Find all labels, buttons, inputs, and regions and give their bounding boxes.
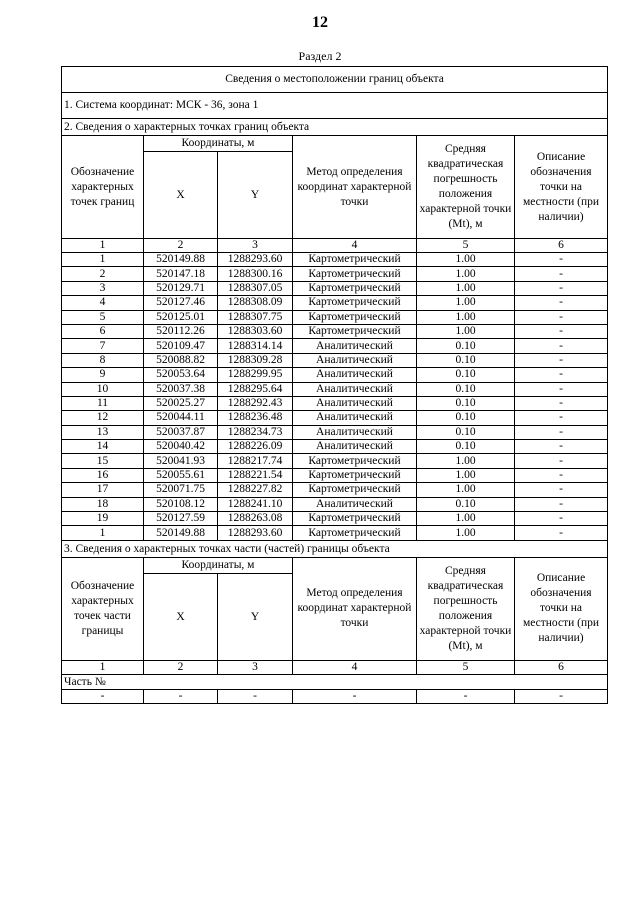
header-part-points: Обозначение характерных точек части границы — [62, 557, 144, 660]
point-id: 17 — [62, 483, 144, 497]
section3-title: 3. Сведения о характерных точках части (частей) границы объекта — [62, 540, 608, 557]
point-id: 19 — [62, 512, 144, 526]
point-id: 18 — [62, 497, 144, 511]
description: - — [515, 440, 608, 454]
x-coordinate: 520041.93 — [144, 454, 218, 468]
x-coordinate: 520127.46 — [144, 296, 218, 310]
point-id: 4 — [62, 296, 144, 310]
error-value: 0.10 — [417, 396, 515, 410]
table-row — [62, 353, 608, 367]
column-number: 3 — [218, 239, 293, 253]
table-row — [62, 526, 608, 540]
x-coordinate: 520037.87 — [144, 425, 218, 439]
column-number: 5 — [417, 239, 515, 253]
method: Картометрический — [293, 454, 417, 468]
y-coordinate: 1288217.74 — [218, 454, 293, 468]
x-coordinate: 520040.42 — [144, 440, 218, 454]
header-y: Y — [218, 573, 293, 660]
part-cell: - — [62, 689, 144, 703]
method: Аналитический — [293, 411, 417, 425]
column-number: 2 — [144, 660, 218, 674]
x-coordinate: 520055.61 — [144, 468, 218, 482]
y-coordinate: 1288221.54 — [218, 468, 293, 482]
error-value: 1.00 — [417, 526, 515, 540]
x-coordinate: 520025.27 — [144, 396, 218, 410]
column-numbers-row — [62, 239, 608, 253]
method: Аналитический — [293, 425, 417, 439]
table-row — [62, 339, 608, 353]
y-coordinate: 1288303.60 — [218, 324, 293, 338]
table-row — [62, 454, 608, 468]
table-row — [62, 512, 608, 526]
description: - — [515, 483, 608, 497]
header-coordinates: Координаты, м — [144, 557, 293, 573]
x-coordinate: 520127.59 — [144, 512, 218, 526]
table-row — [62, 296, 608, 310]
table-row — [62, 425, 608, 439]
error-value: 0.10 — [417, 411, 515, 425]
header-method: Метод определения координат характерной точки — [293, 557, 417, 660]
y-coordinate: 1288241.10 — [218, 497, 293, 511]
table-row — [62, 468, 608, 482]
header-description: Описание обозначения точки на местности (при наличии) — [515, 136, 608, 239]
point-id: 9 — [62, 368, 144, 382]
table-row — [62, 368, 608, 382]
column-number: 3 — [218, 660, 293, 674]
method: Аналитический — [293, 382, 417, 396]
point-id: 16 — [62, 468, 144, 482]
point-id: 8 — [62, 353, 144, 367]
method: Картометрический — [293, 483, 417, 497]
description: - — [515, 396, 608, 410]
y-coordinate: 1288226.09 — [218, 440, 293, 454]
error-value: 0.10 — [417, 339, 515, 353]
description: - — [515, 310, 608, 324]
error-value: 0.10 — [417, 425, 515, 439]
method: Картометрический — [293, 324, 417, 338]
y-coordinate: 1288292.43 — [218, 396, 293, 410]
page-number: 12 — [312, 14, 328, 31]
header-x: X — [144, 152, 218, 239]
table-row — [62, 396, 608, 410]
point-id: 6 — [62, 324, 144, 338]
method: Аналитический — [293, 368, 417, 382]
error-value: 0.10 — [417, 440, 515, 454]
x-coordinate: 520108.12 — [144, 497, 218, 511]
part-cell: - — [515, 689, 608, 703]
method: Аналитический — [293, 339, 417, 353]
point-id: 3 — [62, 281, 144, 295]
table-row — [62, 689, 608, 703]
column-number: 6 — [515, 239, 608, 253]
table-row — [62, 253, 608, 267]
table-row — [62, 382, 608, 396]
method: Аналитический — [293, 440, 417, 454]
table-row — [62, 281, 608, 295]
description: - — [515, 454, 608, 468]
method: Картометрический — [293, 281, 417, 295]
description: - — [515, 382, 608, 396]
column-number: 6 — [515, 660, 608, 674]
description: - — [515, 526, 608, 540]
error-value: 1.00 — [417, 324, 515, 338]
y-coordinate: 1288295.64 — [218, 382, 293, 396]
y-coordinate: 1288309.28 — [218, 353, 293, 367]
method: Картометрический — [293, 296, 417, 310]
description: - — [515, 512, 608, 526]
point-id: 5 — [62, 310, 144, 324]
part-cell: - — [144, 689, 218, 703]
column-number: 1 — [62, 239, 144, 253]
x-coordinate: 520149.88 — [144, 253, 218, 267]
point-id: 11 — [62, 396, 144, 410]
header-y: Y — [218, 152, 293, 239]
table-row — [62, 324, 608, 338]
description: - — [515, 425, 608, 439]
y-coordinate: 1288236.48 — [218, 411, 293, 425]
error-value: 0.10 — [417, 353, 515, 367]
point-id: 2 — [62, 267, 144, 281]
section-label: Раздел 2 — [298, 49, 342, 63]
part-cell: - — [218, 689, 293, 703]
method: Аналитический — [293, 497, 417, 511]
point-id: 15 — [62, 454, 144, 468]
error-value: 1.00 — [417, 281, 515, 295]
part-cell: - — [417, 689, 515, 703]
y-coordinate: 1288263.08 — [218, 512, 293, 526]
y-coordinate: 1288234.73 — [218, 425, 293, 439]
y-coordinate: 1288308.09 — [218, 296, 293, 310]
description: - — [515, 296, 608, 310]
description: - — [515, 353, 608, 367]
point-id: 14 — [62, 440, 144, 454]
point-id: 12 — [62, 411, 144, 425]
x-coordinate: 520053.64 — [144, 368, 218, 382]
point-id: 13 — [62, 425, 144, 439]
error-value: 1.00 — [417, 468, 515, 482]
x-coordinate: 520147.18 — [144, 267, 218, 281]
section2-title: 2. Сведения о характерных точках границ объекта — [62, 119, 608, 136]
y-coordinate: 1288227.82 — [218, 483, 293, 497]
table-row — [62, 497, 608, 511]
description: - — [515, 411, 608, 425]
description: - — [515, 281, 608, 295]
table-row — [62, 440, 608, 454]
x-coordinate: 520071.75 — [144, 483, 218, 497]
description: - — [515, 368, 608, 382]
method: Картометрический — [293, 468, 417, 482]
error-value: 1.00 — [417, 296, 515, 310]
column-number: 1 — [62, 660, 144, 674]
point-id: 1 — [62, 526, 144, 540]
method: Аналитический — [293, 396, 417, 410]
part-cell: - — [293, 689, 417, 703]
error-value: 0.10 — [417, 382, 515, 396]
x-coordinate: 520088.82 — [144, 353, 218, 367]
method: Картометрический — [293, 253, 417, 267]
table-row — [62, 267, 608, 281]
method: Картометрический — [293, 267, 417, 281]
description: - — [515, 497, 608, 511]
x-coordinate: 520037.38 — [144, 382, 218, 396]
x-coordinate: 520109.47 — [144, 339, 218, 353]
point-id: 1 — [62, 253, 144, 267]
header-description: Описание обозначения точки на местности (при наличии) — [515, 557, 608, 660]
method: Картометрический — [293, 310, 417, 324]
x-coordinate: 520044.11 — [144, 411, 218, 425]
header-error: Средняя квадратическая погрешность положения характерной точки (Mt), м — [417, 136, 515, 239]
x-coordinate: 520125.01 — [144, 310, 218, 324]
part-label: Часть № — [62, 674, 608, 689]
description: - — [515, 253, 608, 267]
column-number: 4 — [293, 660, 417, 674]
y-coordinate: 1288307.05 — [218, 281, 293, 295]
header-points: Обозначение характерных точек границ — [62, 136, 144, 239]
coordinate-system: 1. Система координат: МСК - 36, зона 1 — [62, 93, 608, 119]
method: Картометрический — [293, 526, 417, 540]
method: Аналитический — [293, 353, 417, 367]
description: - — [515, 267, 608, 281]
column-numbers-row — [62, 660, 608, 674]
y-coordinate: 1288293.60 — [218, 253, 293, 267]
y-coordinate: 1288293.60 — [218, 526, 293, 540]
table-row — [62, 483, 608, 497]
error-value: 1.00 — [417, 454, 515, 468]
description: - — [515, 468, 608, 482]
boundary-table — [61, 66, 608, 704]
y-coordinate: 1288300.16 — [218, 267, 293, 281]
header-coordinates: Координаты, м — [144, 136, 293, 152]
error-value: 0.10 — [417, 368, 515, 382]
x-coordinate: 520112.26 — [144, 324, 218, 338]
table-row — [62, 310, 608, 324]
error-value: 0.10 — [417, 497, 515, 511]
error-value: 1.00 — [417, 310, 515, 324]
table-title: Сведения о местоположении границ объекта — [62, 67, 608, 93]
x-coordinate: 520149.88 — [144, 526, 218, 540]
error-value: 1.00 — [417, 267, 515, 281]
y-coordinate: 1288314.14 — [218, 339, 293, 353]
error-value: 1.00 — [417, 253, 515, 267]
point-id: 7 — [62, 339, 144, 353]
x-coordinate: 520129.71 — [144, 281, 218, 295]
column-number: 4 — [293, 239, 417, 253]
description: - — [515, 339, 608, 353]
point-id: 10 — [62, 382, 144, 396]
y-coordinate: 1288299.95 — [218, 368, 293, 382]
column-number: 2 — [144, 239, 218, 253]
table-row — [62, 411, 608, 425]
header-method: Метод определения координат характерной точки — [293, 136, 417, 239]
description: - — [515, 324, 608, 338]
column-number: 5 — [417, 660, 515, 674]
error-value: 1.00 — [417, 512, 515, 526]
y-coordinate: 1288307.75 — [218, 310, 293, 324]
method: Картометрический — [293, 512, 417, 526]
error-value: 1.00 — [417, 483, 515, 497]
header-x: X — [144, 573, 218, 660]
header-error: Средняя квадратическая погрешность положения характерной точки (Mt), м — [417, 557, 515, 660]
